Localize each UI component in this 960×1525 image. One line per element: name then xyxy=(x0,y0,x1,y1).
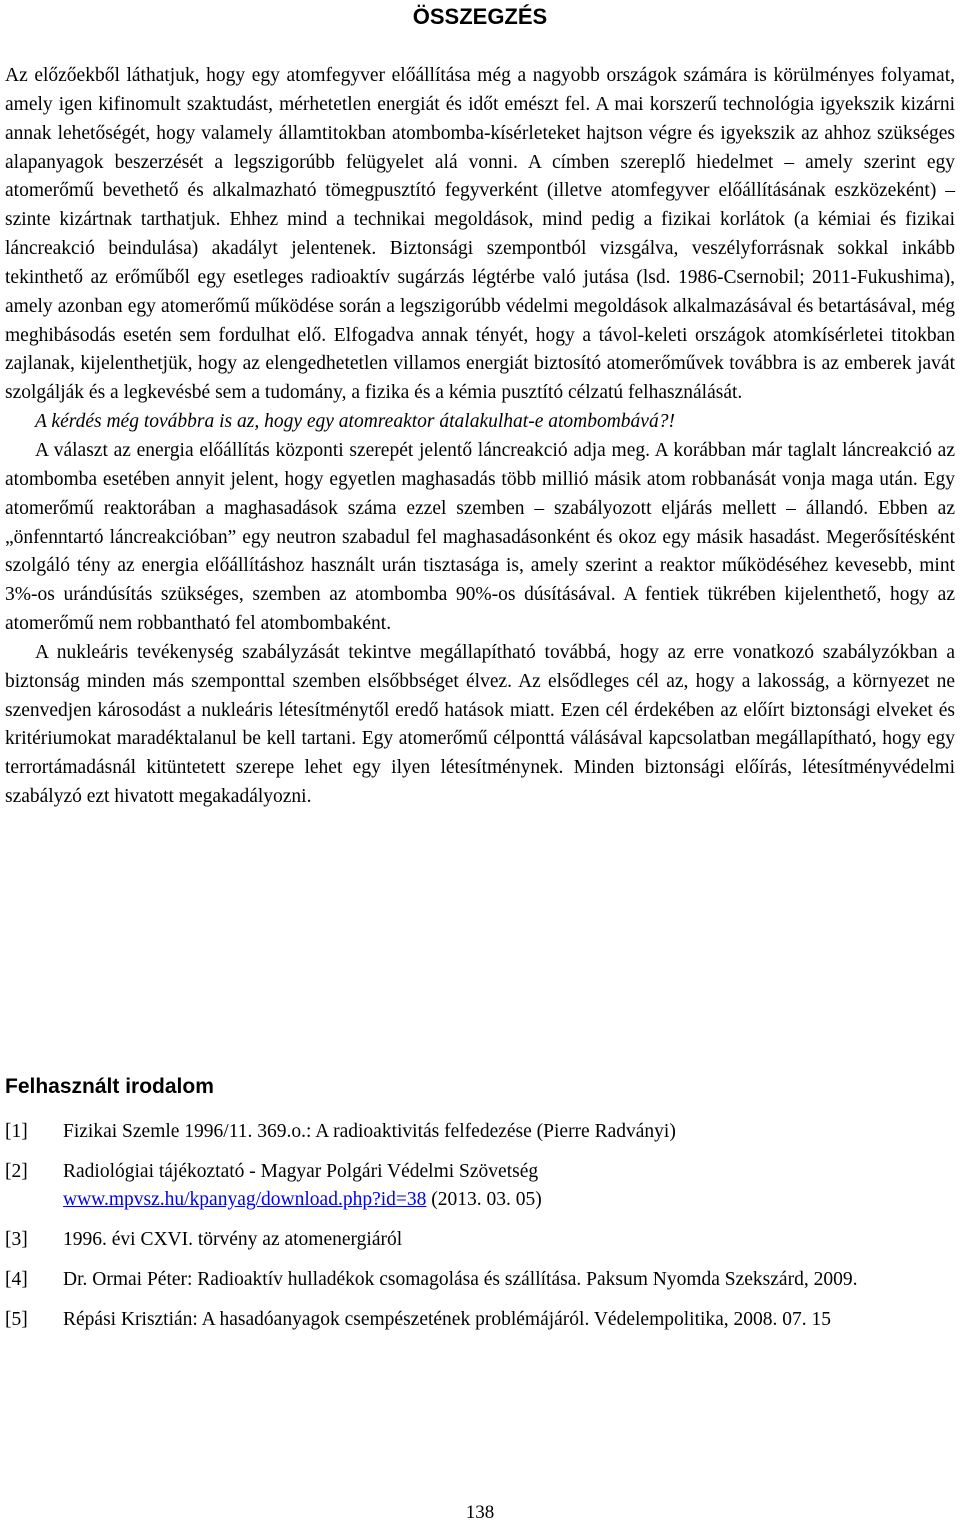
reference-text-block xyxy=(63,1158,955,1214)
reference-number: [1] xyxy=(5,1121,28,1142)
paragraph-1: Az előzőekből láthatjuk, hogy egy atomfegyver előállítása még a nagyobb országok számára is körülményes folyamat, amely igen kifinomult szaktudást, mérhetetlen energiát és időt emészt fel. A mai korszerű technológia igyekszik kizárni annak lehetőségét, hogy valamely államtitokban atombomba-kísérleteket hajtson végre és igyekszik az ahhoz szükséges alapanyagok beszerzését a legszigorúbb felügyelet alá vonni. A címben szereplő hiedelmet – amely szerint egy atomerőmű bevethető és alkalmazható tömegpusztító fegyverként (illetve atomfegyver előállításának eszközeként) – szinte kizártnak tarthatjuk. Ehhez mind a technikai megoldások, mind pedig a fizikai korlátok (a kémiai és fizikai láncreakció beindulása) akadályt jelentenek. Biztonsági szempontból vizsgálva, veszélyforrásnak sokkal inkább tekinthető az erőműből egy esetleges radioaktív sugárzás légtérbe való jutása (lsd. 1986-Csernobil; 2011-Fukushima), amely azonban egy atomerőmű működése során a legszigorúbb védelmi megoldások alkalmazásával és betartásával, még meghibásodás esetén sem fordulhat elő. Elfogadva annak tényét, hogy a távol-keleti országok atomkísérletei titokban zajlanak, kijelenthetjük, hogy az elengedhetetlen villamos energiát biztosító atomerőművek továbbra is az emberek javát szolgálják és a legkevésbé sem a tudomány, a fizika és a kémia pusztító célzatú felhasználását. xyxy=(5,65,955,404)
reference-date: (2013. 03. 05) xyxy=(426,1189,542,1210)
reference-number: [4] xyxy=(5,1269,28,1290)
reference-text: Radiológiai tájékoztató - Magyar Polgári Védelmi Szövetség xyxy=(63,1161,539,1182)
reference-text: Dr. Ormai Péter: Radioaktív hulladékok csomagolása és szállítása. Paksum Nyomda Szekszárd, 2009. xyxy=(63,1269,858,1290)
reference-text: Fizikai Szemle 1996/11. 369.o.: A radioaktivitás felfedezése (Pierre Radványi) xyxy=(63,1121,676,1142)
summary-body xyxy=(5,62,955,812)
references-list xyxy=(5,1118,955,1346)
reference-item xyxy=(5,1266,955,1294)
reference-item xyxy=(5,1118,955,1146)
reference-item xyxy=(5,1306,955,1334)
page-title: ÖSSZEGZÉS xyxy=(412,4,548,29)
reference-text: Répási Krisztián: A hasadóanyagok csempészetének problémájáról. Védelempolitika, 2008. 07. 15 xyxy=(63,1309,832,1330)
paragraph-3: A választ az energia előállítás központi szerepét jelentő láncreakció adja meg. A korábban már taglalt láncreakció az atombomba esetében annyit jelent, hogy egyetlen maghasadás több millió másik atom robbanását vonja maga után. Egy atomerőmű reaktorában a maghasadások száma ezzel szemben – szabályozott eljárás mellett – állandó. Ebben az „önfenntartó láncreakcióban” egy neutron szabadul fel maghasadásonként és okoz egy másik hasadást. Megerősítésként szolgáló tény az energia előállításhoz használt urán tisztasága is, amely szerint a reaktor működéséhez kevesebb, mint 3%-os urándúsítás szükséges, szemben az atombomba 90%-os dúsításával. A fentiek tükrében kijelenthető, hogy az atomerőmű nem robbantható fel atombombaként. xyxy=(5,439,955,635)
reference-number: [3] xyxy=(5,1229,28,1250)
reference-link[interactable]: www.mpvsz.hu/kpanyag/download.php?id=38 xyxy=(63,1189,427,1210)
reference-text: 1996. évi CXVI. törvény az atomenergiáról xyxy=(63,1229,403,1250)
reference-item xyxy=(5,1158,955,1214)
paragraph-2-question: A kérdés még továbbra is az, hogy egy atomreaktor átalakulhat-e atombombává?! xyxy=(35,411,675,433)
reference-number: [5] xyxy=(5,1309,28,1330)
paragraph-4: A nukleáris tevékenység szabályzását tekintve megállapítható továbbá, hogy az erre vonatkozó szabályzókban a biztonság minden más szemponttal szemben elsőbbséget élvez. Az elsődleges cél az, hogy a lakosság, a környezet ne szenvedjen károsodást a nukleáris létesítménytől eredő hatások miatt. Ezen cél érdekében az előírt biztonsági elveket és kritériumokat maradéktalanul be kell tartani. Egy atomerőmű célponttá válásával kapcsolatban megállapítható, hogy egy terrortámadásnál kitüntetett szerepe lehet egy ilyen létesítménynek. Minden biztonsági előírás, létesítményvédelmi szabályzó ezt hivatott megakadályozni. xyxy=(5,641,955,808)
reference-number: [2] xyxy=(5,1161,28,1182)
references-title: Felhasznált irodalom xyxy=(5,1075,214,1098)
reference-item xyxy=(5,1226,955,1254)
page-number: 138 xyxy=(465,1502,495,1523)
